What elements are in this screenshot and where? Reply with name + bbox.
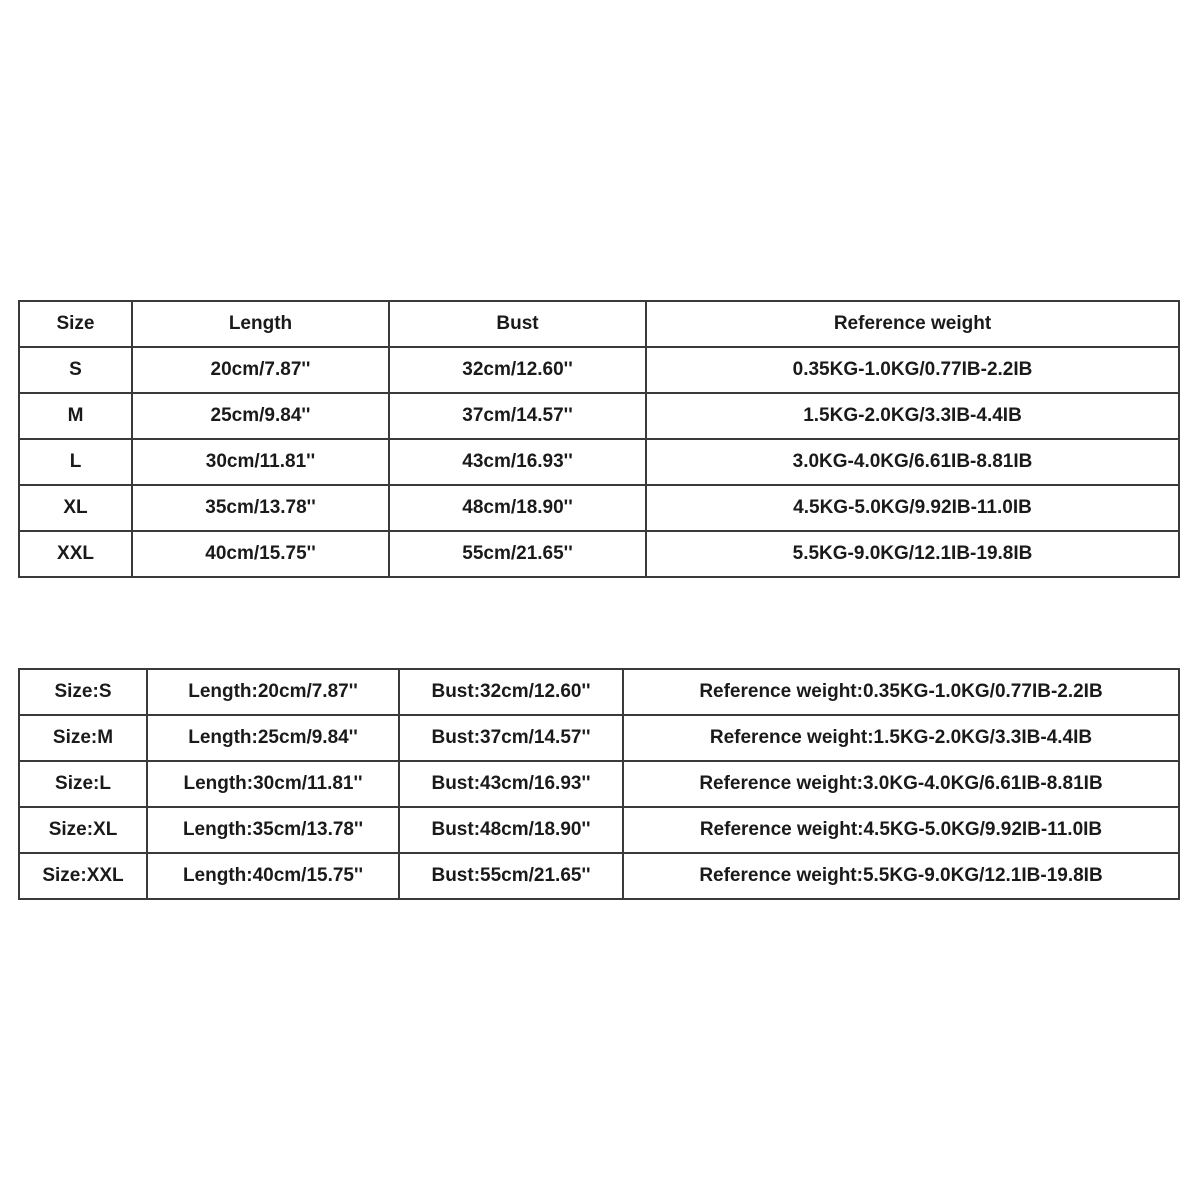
table-row	[19, 715, 1179, 761]
size-cell: Size:L	[19, 761, 147, 807]
reference-weight-cell: 3.0KG-4.0KG/6.61IB-8.81IB	[646, 439, 1179, 485]
size-cell: Size	[19, 301, 132, 347]
bust-cell: 37cm/14.57''	[389, 393, 646, 439]
reference-weight-cell: 5.5KG-9.0KG/12.1IB-19.8IB	[646, 531, 1179, 577]
length-cell: Length:40cm/15.75''	[147, 853, 399, 899]
table-row	[19, 761, 1179, 807]
length-cell: Length:20cm/7.87''	[147, 669, 399, 715]
size-chart-table	[18, 300, 1180, 578]
table-row	[19, 853, 1179, 899]
reference-weight-cell: Reference weight:5.5KG-9.0KG/12.1IB-19.8IB	[623, 853, 1179, 899]
size-cell: XL	[19, 485, 132, 531]
bust-cell: Bust:55cm/21.65''	[399, 853, 623, 899]
bust-cell: Bust	[389, 301, 646, 347]
bust-cell: Bust:32cm/12.60''	[399, 669, 623, 715]
size-chart-detail-table	[18, 668, 1180, 900]
length-cell: 25cm/9.84''	[132, 393, 389, 439]
reference-weight-cell: Reference weight:0.35KG-1.0KG/0.77IB-2.2IB	[623, 669, 1179, 715]
length-cell: Length:30cm/11.81''	[147, 761, 399, 807]
bust-cell: Bust:43cm/16.93''	[399, 761, 623, 807]
length-cell: 35cm/13.78''	[132, 485, 389, 531]
reference-weight-cell: 1.5KG-2.0KG/3.3IB-4.4IB	[646, 393, 1179, 439]
size-cell: M	[19, 393, 132, 439]
reference-weight-cell: Reference weight:4.5KG-5.0KG/9.92IB-11.0IB	[623, 807, 1179, 853]
length-cell: 30cm/11.81''	[132, 439, 389, 485]
bust-cell: 48cm/18.90''	[389, 485, 646, 531]
size-cell: S	[19, 347, 132, 393]
size-cell: Size:S	[19, 669, 147, 715]
bust-cell: 32cm/12.60''	[389, 347, 646, 393]
bust-cell: Bust:48cm/18.90''	[399, 807, 623, 853]
table-row	[19, 669, 1179, 715]
size-cell: Size:M	[19, 715, 147, 761]
length-cell: Length:25cm/9.84''	[147, 715, 399, 761]
length-cell: 20cm/7.87''	[132, 347, 389, 393]
bust-cell: 43cm/16.93''	[389, 439, 646, 485]
length-cell: Length	[132, 301, 389, 347]
size-cell: XXL	[19, 531, 132, 577]
table-row	[19, 807, 1179, 853]
table-row	[19, 439, 1179, 485]
table-row	[19, 485, 1179, 531]
length-cell: 40cm/15.75''	[132, 531, 389, 577]
length-cell: Length:35cm/13.78''	[147, 807, 399, 853]
table-row	[19, 531, 1179, 577]
reference-weight-cell: 0.35KG-1.0KG/0.77IB-2.2IB	[646, 347, 1179, 393]
size-cell: L	[19, 439, 132, 485]
bust-cell: 55cm/21.65''	[389, 531, 646, 577]
reference-weight-cell: Reference weight:1.5KG-2.0KG/3.3IB-4.4IB	[623, 715, 1179, 761]
table-row	[19, 393, 1179, 439]
reference-weight-cell: Reference weight:3.0KG-4.0KG/6.61IB-8.81IB	[623, 761, 1179, 807]
reference-weight-cell: Reference weight	[646, 301, 1179, 347]
size-cell: Size:XXL	[19, 853, 147, 899]
table-row	[19, 347, 1179, 393]
bust-cell: Bust:37cm/14.57''	[399, 715, 623, 761]
size-cell: Size:XL	[19, 807, 147, 853]
reference-weight-cell: 4.5KG-5.0KG/9.92IB-11.0IB	[646, 485, 1179, 531]
header-row	[19, 301, 1179, 347]
